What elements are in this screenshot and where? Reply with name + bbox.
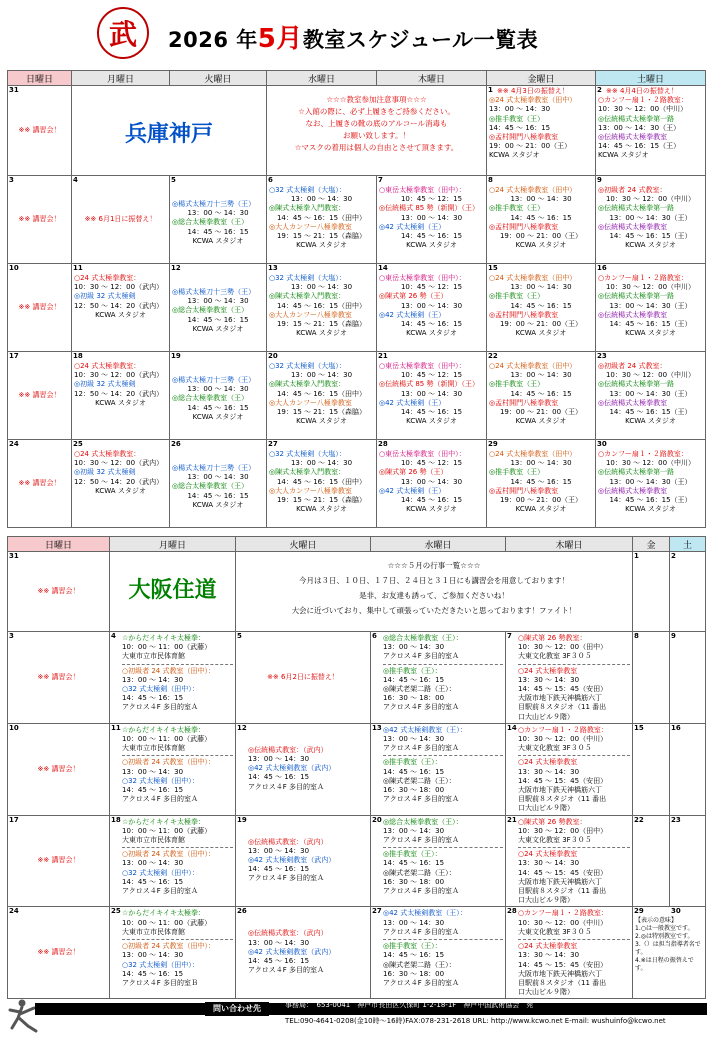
- header-monday: 月曜日: [110, 537, 236, 552]
- day-cell: 20 ○32 式太極剣（大塩）： 13：00 ～ 14：30 ◎陳式太極拳入門教室： 14：45 ～ 16：15（田中） ◎大人カンフー八極拳教室 19：15 ～ 21：15（森脇） KCWA スタジオ: [267, 352, 377, 440]
- day-cell: 22 ○24 式太極拳教室（田中） 13：00 ～ 14：30 ◎推手教室（王） 14：45 ～ 16：15 ◎孟村開門八極拳教室 19：00 ～ 21：00（王） KCWA スタジオ: [487, 352, 596, 440]
- day-cell: 7 ○東岳太極拳教室（田中）： 10：45 ～ 12：15 ◎伝統楊式 85 勢（新開）（王） 13：00 ～ 14：30 ◎42 式太極剣（王） 14：45 ～ 16：15 KCWA スタジオ: [377, 176, 487, 264]
- header-wednesday: 水曜日: [267, 71, 377, 86]
- header-sunday: 日曜日: [8, 71, 72, 86]
- venue-name: 兵庫神戸: [72, 86, 267, 176]
- day-cell: 28 ○東岳太極拳教室（田中）： 10：45 ～ 12：15 ◎陳式第 26 勢（王） 13：00 ～ 14：30 ◎42 式太極剣（王） 14：45 ～ 16：15 KCWA スタジオ: [377, 440, 487, 528]
- association-logo: 武: [97, 7, 149, 59]
- header-sunday: 日曜日: [8, 537, 110, 552]
- day-cell: 5 ◎楊式太極刀十三勢（王） 13：00 ～ 14：30 ◎総合太極拳教室（王） 14：45 ～ 16：15 KCWA スタジオ: [170, 176, 267, 264]
- contact-label: 問い合わせ先: [205, 1002, 269, 1016]
- day-cell: 17 ※※ 講習会！: [8, 352, 72, 440]
- day-cell: 25 ☆からだイキイキ太極拳： 10：00 ～ 11：00（武藤） 大東市立市民体育館 ○初級者 24 式教室（田中）： 13：00 ～ 14：30 ○32 式太極剣（田中）： 14：45 ～ 16：15 アクロス４F 多目的室Ｂ: [110, 907, 236, 999]
- notice-box: ☆☆☆５月の行事一覧☆☆☆ 今月は３日、１０日、１７日、２４日と３１日にも講習会を用意しております！ 是非、お友達も誘って、ご参加くださいね！ 大会に近づいており、集中して頑張っていただきたいと思っております！ファイト！: [236, 552, 633, 632]
- day-cell: 8: [633, 632, 670, 724]
- header-thursday: 木曜日: [506, 537, 633, 552]
- day-cell: 15: [633, 723, 670, 815]
- day-cell: 17 ※※ 講習会！: [8, 815, 110, 907]
- day-cell: 18 ○24 式太極拳教室： 10：30 ～ 12：00（武内） ◎初級 32 式太極剣 12：50 ～ 14：20（武内） KCWA スタジオ: [72, 352, 170, 440]
- day-cell: 16 ○カンフー扇１・２路教室： 10：30 ～ 12：00（中川） ◎伝統楊式太極拳第一路 13：00 ～ 14：30（王） ◎伝統楊式太極拳教室 14：45 ～ 16：15（王） KCWA スタジオ: [596, 264, 706, 352]
- day-cell: 6 ◎総合太極拳教室（王）： 13：00 ～ 14：30 アクロス４F 多目的室Ａ ◎推手教室（王）： 14：45 ～ 16：15 ◎陳式老架二路（王）： 16：30 ～ 18：00 アクロス４F 多目的室Ａ: [371, 632, 506, 724]
- day-cell: 12 ◎伝統楊式教室：（武内） 13：00 ～ 14：30 ◎42 式太極剣教室（武内） 14：45 ～ 16：15 アクロス４F 多目的室Ａ: [236, 723, 371, 815]
- day-cell: 7 ○陳式第 26 勢教室： 10：30 ～ 12：00（田中） 大東文化教室 3F３０５ ○24 式太極拳教室 13：30 ～ 14：30 14：45 ～ 15：45（安田） 大阪市地下鉄天神橋筋六丁 目駅前８スタジオ（11 番出 口大山ビル９階）: [506, 632, 633, 724]
- day-cell: 16: [670, 723, 706, 815]
- legend-box: 29 30 【表示の意味】 1.○は一般教室です。 2.◎は特別教室です。 3.（）は担当指導者名です。 4.※は日程の振替えです。: [633, 907, 706, 999]
- day-cell: 26 ◎伝統楊式教室：（武内） 13：00 ～ 14：30 ◎42 式太極剣教室（武内） 14：45 ～ 16：15 アクロス４F 多目的室Ａ: [236, 907, 371, 999]
- day-cell: 10 ※※ 講習会！: [8, 264, 72, 352]
- header-saturday: 土: [670, 537, 706, 552]
- osaka-schedule-table: [7, 536, 706, 999]
- day-cell: 26 ◎楊式太極刀十三勢（王） 13：00 ～ 14：30 ◎総合太極拳教室（王） 14：45 ～ 16：15 KCWA スタジオ: [170, 440, 267, 528]
- day-cell: 24 ※※ 講習会！: [8, 907, 110, 999]
- day-cell: 28 ○カンフー扇１・２路教室： 10：30 ～ 12：00（中川） 大東文化教室 3F３０５ ○24 式太極拳教室 13：30 ～ 14：30 14：45 ～ 15：45（安田） 大阪市地下鉄天神橋筋六丁 目駅前８スタジオ（11 番出 口大山ビル９階）: [506, 907, 633, 999]
- day-cell: 10 ※※ 講習会！: [8, 723, 110, 815]
- header-tuesday: 火曜日: [170, 71, 267, 86]
- header-friday: 金: [633, 537, 670, 552]
- footer: [0, 996, 712, 1036]
- day-cell: 12 ◎楊式太極刀十三勢（王） 13：00 ～ 14：30 ◎総合太極拳教室（王） 14：45 ～ 16：15 KCWA スタジオ: [170, 264, 267, 352]
- day-cell: 6 ○32 式太極剣（大塩）： 13：00 ～ 14：30 ◎陳式太極拳入門教室： 14：45 ～ 16：15（田中） ◎大人カンフー八極拳教室 19：15 ～ 21：15（森脇） KCWA スタジオ: [267, 176, 377, 264]
- day-cell: 19 ◎伝統楊式教室：（武内） 13：00 ～ 14：30 ◎42 式太極剣教室（武内） 14：45 ～ 16：15 アクロス４F 多目的室Ａ: [236, 815, 371, 907]
- day-cell: 9: [670, 632, 706, 724]
- day-cell: 13 ○32 式太極剣（大塩）： 13：00 ～ 14：30 ◎陳式太極拳入門教室： 14：45 ～ 16：15（田中） ◎大人カンフー八極拳教室 19：15 ～ 21：15（森脇） KCWA スタジオ: [267, 264, 377, 352]
- header-wednesday: 水曜日: [371, 537, 506, 552]
- day-cell: 21 ○陳式第 26 勢教室： 10：30 ～ 12：00（田中） 大東文化教室 3F３０５ ○24 式太極拳教室 13：30 ～ 14：30 14：45 ～ 15：45（安田） 大阪市地下鉄天神橋筋六丁 目駅前８スタジオ（11 番出 口大山ビル９階）: [506, 815, 633, 907]
- contact-details: TEL:090-4641-0208(金10時～16時)FAX:078-231-2618 URL: http://www.kcwo.net E-mail: wushuinfo@kcwo.net: [285, 1017, 666, 1025]
- header-tuesday: 火曜日: [236, 537, 371, 552]
- day-cell: 25 ○24 式太極拳教室： 10：30 ～ 12：00（武内） ◎初級 32 式太極剣 12：50 ～ 14：20（武内） KCWA スタジオ: [72, 440, 170, 528]
- day-cell: 4 ※※ 6月1日に振替え！: [72, 176, 170, 264]
- day-cell: 11 ○24 式太極拳教室： 10：30 ～ 12：00（武内） ◎初級 32 式太極剣 12：50 ～ 14：20（武内） KCWA スタジオ: [72, 264, 170, 352]
- day-cell: 15 ○24 式太極拳教室（田中） 13：00 ～ 14：30 ◎推手教室（王） 14：45 ～ 16：15 ◎孟村開門八極拳教室 19：00 ～ 21：00（王） KCWA スタジオ: [487, 264, 596, 352]
- day-cell: 14 ○カンフー扇１・２路教室： 10：30 ～ 12：00（中川） 大東文化教室 3F３０５ ○24 式太極拳教室 13：30 ～ 14：30 14：45 ～ 15：45（安田） 大阪市地下鉄天神橋筋六丁 目駅前８スタジオ（11 番出 口大山ビル９階）: [506, 723, 633, 815]
- header-saturday: 土曜日: [596, 71, 706, 86]
- day-cell: 4 ☆からだイキイキ太極拳： 10：00 ～ 11：00（武藤） 大東市立市民体育館 ○初級者 24 式教室（田中）： 13：00 ～ 14：30 ○32 式太極剣（田中）： 14：45 ～ 16：15 アクロス４F 多目的室Ａ: [110, 632, 236, 724]
- venue-name: 大阪住道: [110, 552, 236, 632]
- kobe-schedule-table: [7, 70, 706, 528]
- day-cell: 11 ☆からだイキイキ太極拳： 10：00 ～ 11：00（武藤） 大東市立市民体育館 ○初級者 24 式教室（田中）： 13：00 ～ 14：30 ○32 式太極剣（田中）： 14：45 ～ 16：15 アクロス４F 多目的室Ａ: [110, 723, 236, 815]
- page-title: 2026 年5月教室スケジュール一覧表: [168, 24, 539, 54]
- day-cell: 8 ○24 式太極拳教室（田中） 13：00 ～ 14：30 ◎推手教室（王） 14：45 ～ 16：15 ◎孟村開門八極拳教室 19：00 ～ 21：00（王） KCWA スタジオ: [487, 176, 596, 264]
- day-cell: 23 ◎初級者 24 式教室： 10：30 ～ 12：00（中川） ◎伝統楊式太極拳第一路 13：00 ～ 14：30（王） ◎伝統楊式太極拳教室 14：45 ～ 16：15（王） KCWA スタジオ: [596, 352, 706, 440]
- day-cell: 3 ※※ 講習会！: [8, 632, 110, 724]
- day-cell: 3 ※※ 講習会！: [8, 176, 72, 264]
- day-cell: 21 ○東岳太極拳教室（田中）： 10：45 ～ 12：15 ◎伝統楊式 85 勢（新開）（王） 13：00 ～ 14：30 ◎42 式太極剣（王） 14：45 ～ 16：15 KCWA スタジオ: [377, 352, 487, 440]
- contact-address: 事務局： 653-0041 神戸市長田区久保町 1-2-18-1F 神戸中国武術協会 宛: [285, 1001, 534, 1009]
- day-cell: 20 ◎総合太極拳教室（王）： 13：00 ～ 14：30 アクロス４F 多目的室Ａ ◎推手教室（王）： 14：45 ～ 16：15 ◎陳式老架二路（王）： 16：30 ～ 18：00 アクロス４F 多目的室Ａ: [371, 815, 506, 907]
- page-header: [0, 0, 712, 66]
- day-cell: 27 ○32 式太極剣（大塩）： 13：00 ～ 14：30 ◎陳式太極拳入門教室： 14：45 ～ 16：15（田中） ◎大人カンフー八極拳教室 19：15 ～ 21：15（森脇） KCWA スタジオ: [267, 440, 377, 528]
- day-cell: 2: [670, 552, 706, 632]
- day-cell: 31 ※※ 講習会！: [8, 552, 110, 632]
- day-cell: 9 ◎初級者 24 式教室： 10：30 ～ 12：00（中川） ◎伝統楊式太極拳第一路 13：00 ～ 14：30（王） ◎伝統楊式太極拳教室 14：45 ～ 16：15（王） KCWA スタジオ: [596, 176, 706, 264]
- header-friday: 金曜日: [487, 71, 596, 86]
- day-cell: 1: [633, 552, 670, 632]
- day-cell: 31 ※※ 講習会！: [8, 86, 72, 176]
- day-cell: 22: [633, 815, 670, 907]
- day-cell: 23: [670, 815, 706, 907]
- day-cell: 27 ◎42 式太極剣教室（王）： 13：00 ～ 14：30 アクロス４F 多目的室Ａ ◎推手教室（王）： 14：45 ～ 16：15 ◎陳式老架二路（王）： 16：30 ～ 18：00 アクロス４F 多目的室Ａ: [371, 907, 506, 999]
- day-cell: 5 ※※ 6月2日に振替え！: [236, 632, 371, 724]
- day-cell: 1 ※※ 4月3日の振替え！ ◎24 式太極拳教室（田中） 13：00 ～ 14：30 ◎推手教室（王） 14：45 ～ 16：15 ◎孟村開門八極拳教室 19：00 ～ 21：00（王） KCWA スタジオ: [487, 86, 596, 176]
- day-cell: 2 ※※ 4月4日の振替え！ ○カンフー扇１・２路教室： 10：30 ～ 12：00（中川） ◎伝統楊式太極拳第一路 13：00 ～ 14：30（王） ◎伝統楊式太極拳教室 14：45 ～ 16：15（王） KCWA スタジオ: [596, 86, 706, 176]
- day-cell: 13 ◎42 式太極剣教室（王）： 13：00 ～ 14：30 アクロス４F 多目的室Ａ ◎推手教室（王）： 14：45 ～ 16：15 ◎陳式老架二路（王）： 16：30 ～ 18：00 アクロス４F 多目的室Ａ: [371, 723, 506, 815]
- day-cell: 24 ※※ 講習会！: [8, 440, 72, 528]
- header-monday: 月曜日: [72, 71, 170, 86]
- day-cell: 18 ☆からだイキイキ太極拳： 10：00 ～ 11：00（武藤） 大東市立市民体育館 ○初級者 24 式教室（田中）： 13：00 ～ 14：30 ○32 式太極剣（田中）： 14：45 ～ 16：15 アクロス４F 多目的室Ａ: [110, 815, 236, 907]
- day-cell: 29 ○24 式太極拳教室（田中） 13：00 ～ 14：30 ◎推手教室（王） 14：45 ～ 16：15 ◎孟村開門八極拳教室 19：00 ～ 21：00（王） KCWA スタジオ: [487, 440, 596, 528]
- notice-box: ☆☆☆教室参加注意事項☆☆☆ ☆入館の際に、必ず上履きをご持参ください。 なお、上履きの靴の底のアルコール消毒も お願い致します。！ ☆マスクの着用は個人の自由とさせて頂きます。: [267, 86, 487, 176]
- day-cell: 19 ◎楊式太極刀十三勢（王） 13：00 ～ 14：30 ◎総合太極拳教室（王） 14：45 ～ 16：15 KCWA スタジオ: [170, 352, 267, 440]
- header-thursday: 木曜日: [377, 71, 487, 86]
- day-cell: 14 ○東岳太極拳教室（田中）： 10：45 ～ 12：15 ◎陳式第 26 勢（王） 13：00 ～ 14：30 ◎42 式太極剣（王） 14：45 ～ 16：15 KCWA スタジオ: [377, 264, 487, 352]
- day-cell: 30 ○カンフー扇１・２路教室： 10：30 ～ 12：00（中川） ◎伝統楊式太極拳第一路 13：00 ～ 14：30（王） ◎伝統楊式太極拳教室 14：45 ～ 16：15（王） KCWA スタジオ: [596, 440, 706, 528]
